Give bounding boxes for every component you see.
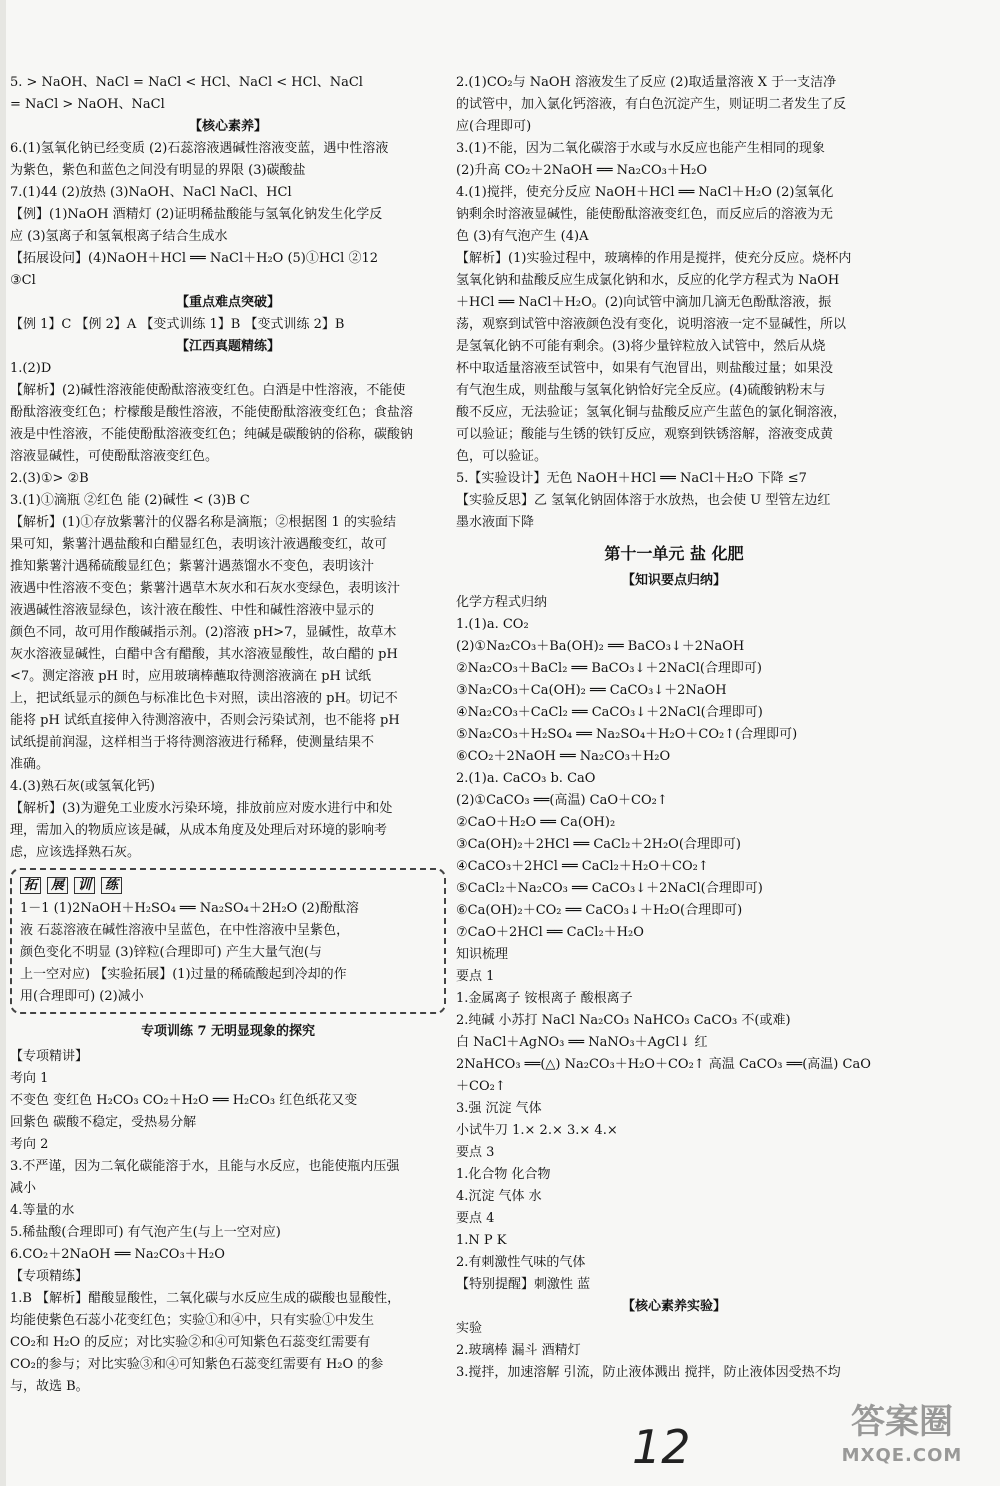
text-line: 【专项精练】 [10, 1269, 89, 1284]
section-heading: 【核心素养】 [188, 119, 267, 134]
text-line: 2.玻璃棒 漏斗 酒精灯 [456, 1343, 581, 1358]
text-line: ⑥CO₂＋2NaOH ══ Na₂CO₃＋H₂O [456, 749, 671, 764]
text-line: 3.不严谨，因为二氧化碳能溶于水，且能与水反应，也能使瓶内压强 [10, 1159, 400, 1174]
text-line: 【实验反思】乙 氢氧化钠固体溶于水放热，也会使 U 型管左边红 [456, 493, 831, 508]
text-line: 酸不反应，无法验证；氢氧化铜与盐酸反应产生蓝色的氯化铜溶液， [456, 405, 847, 420]
text-line: 不变色 变红色 H₂CO₃ CO₂＋H₂O ══ H₂CO₃ 红色纸花又变 [10, 1093, 358, 1108]
text-line: 的试管中，加入氯化钙溶液，有白色沉淀产生，则证明二者发生了反 [456, 97, 847, 112]
unit-title: 第十一单元 盐 化肥 [604, 544, 744, 563]
text-line: 虑，应该选择熟石灰。 [10, 845, 141, 860]
text-line: 3.(1)①滴瓶 ②红色 能 (2)碱性 < (3)B C [10, 493, 250, 508]
text-line: 【专项精讲】 [10, 1049, 89, 1064]
text-line: 【特别提醒】刺激性 蓝 [456, 1277, 591, 1292]
extension-line: 液 石蕊溶液在碱性溶液中呈蓝色，在中性溶液中呈紫色， [20, 923, 350, 938]
extension-line: 1－1 (1)2NaOH＋H₂SO₄ ══ Na₂SO₄＋2H₂O (2)酚酞溶 [20, 901, 359, 916]
page-number: 12 [632, 1420, 691, 1474]
text-line: 实验 [456, 1321, 483, 1336]
text-line: 荡，观察到试管中溶液颜色没有变化，说明溶液一定不显碱性，所以 [456, 317, 847, 332]
text-line: 白 NaCl＋AgNO₃ ══ NaNO₃＋AgCl↓ 红 [456, 1035, 708, 1050]
text-line: 杯中取适量溶液至试管中，如果有气泡冒出，则盐酸过量；如果没 [456, 361, 834, 376]
text-line: 3.搅拌，加速溶解 引流，防止液体溅出 搅拌，防止液体因受热不均 [456, 1365, 841, 1380]
watermark-url: MXQE.COM [841, 1445, 963, 1466]
text-line: 氢氧化钠和盐酸反应生成氯化钠和水，反应的化学方程式为 NaOH [456, 273, 840, 288]
text-line: 【解析】(1)①存放紫薯汁的仪器名称是滴瓶；②根据图 1 的实验结 [10, 515, 396, 530]
text-line: ＋CO₂↑ [456, 1079, 506, 1094]
text-line: 应(合理即可) [456, 119, 532, 134]
extension-line: 用(合理即可) (2)减小 [20, 989, 144, 1004]
text-line: 2.有刺激性气味的气体 [456, 1255, 586, 1270]
text-line: 与，故选 B。 [10, 1379, 89, 1394]
extension-title-char: 训 [74, 877, 95, 894]
text-line: 溶液显碱性，可使酚酞溶液变红色。 [10, 449, 219, 464]
extension-title [20, 874, 436, 898]
text-line: 酚酞溶液变红色；柠檬酸是酸性溶液，不能使酚酞溶液变红色；食盐溶 [10, 405, 414, 420]
text-line: 为紫色，紫色和蓝色之间没有明显的界限 (3)碳酸盐 [10, 163, 306, 178]
extension-box [10, 868, 446, 1014]
text-line: 2.(3)①> ②B [10, 471, 89, 486]
text-line: 1.(1)a. CO₂ [456, 617, 529, 632]
text-line: 要点 4 [456, 1211, 495, 1226]
text-line: 5.【实验设计】无色 NaOH＋HCl ══ NaCl＋H₂O 下降 ≤7 [456, 471, 807, 486]
text-line: 化学方程式归纳 [456, 595, 548, 610]
text-line: 2.(1)a. CaCO₃ b. CaO [456, 771, 596, 786]
extension-title-char: 练 [101, 877, 122, 894]
text-line: 减小 [10, 1181, 37, 1196]
text-line: 墨水液面下降 [456, 515, 535, 530]
text-line: 1.B 【解析】醋酸显酸性，二氧化碳与水反应生成的碳酸也显酸性， [10, 1291, 401, 1306]
extension-line: 颜色变化不明显 (3)锌粒(合理即可) 产生大量气泡(与 [20, 945, 322, 960]
text-line: CO₂和 H₂O 的反应；对比实验②和④可知紫色石蕊变红需要有 [10, 1335, 371, 1350]
text-line: 是氢氧化钠不可能有剩余。(3)将少量锌粒放入试管中，然后从烧 [456, 339, 826, 354]
text-line: 灰水溶液显碱性，白醋中含有醋酸，其水溶液显酸性，故白醋的 pH [10, 647, 398, 662]
text-line: 3.(1)不能，因为二氧化碳溶于水或与水反应也能产生相同的现象 [456, 141, 825, 156]
text-line: 7.(1)44 (2)放热 (3)NaOH、NaCl NaCl、HCl [10, 185, 292, 200]
right-column [456, 72, 892, 1384]
text-line: 可以验证；酸能与生锈的铁钉反应，观察到铁锈溶解，溶液变成黄 [456, 427, 834, 442]
section-heading: 【重点难点突破】 [175, 295, 280, 310]
text-line: ④CaCO₃＋2HCl ══ CaCl₂＋H₂O＋CO₂↑ [456, 859, 709, 874]
text-line: 均能使紫色石蕊小花变红色；实验①和④中，只有实验①中发生 [10, 1313, 375, 1328]
extension-title-char: 拓 [20, 877, 41, 894]
text-line: 6.(1)氢氧化钠已经变质 (2)石蕊溶液遇碱性溶液变蓝，遇中性溶液 [10, 141, 389, 156]
text-line: 【解析】(1)实验过程中，玻璃棒的作用是搅拌，使充分反应。烧杯内 [456, 251, 852, 266]
text-line: 6.CO₂＋2NaOH ══ Na₂CO₃＋H₂O [10, 1247, 225, 1262]
text-line: (2)升高 CO₂＋2NaOH ══ Na₂CO₃＋H₂O [456, 163, 708, 178]
text-line: 【例 1】C 【例 2】A 【变式训练 1】B 【变式训练 2】B [10, 317, 345, 332]
text-line: 3.强 沉淀 气体 [456, 1101, 542, 1116]
text-line: ②Na₂CO₃＋BaCl₂ ══ BaCO₃↓＋2NaCl(合理即可) [456, 661, 763, 676]
text-line: 要点 3 [456, 1145, 495, 1160]
text-line: ⑤Na₂CO₃＋H₂SO₄ ══ Na₂SO₄＋H₂O＋CO₂↑(合理即可) [456, 727, 798, 742]
text-line: 颜色不同，故可用作酸碱指示剂。(2)溶液 pH>7，显碱性，故草木 [10, 625, 397, 640]
text-line: 回紫色 碳酸不稳定，受热易分解 [10, 1115, 197, 1130]
text-line: 试纸提前润湿，这样相当于将待测溶液进行稀释，使测量结果不 [10, 735, 375, 750]
section-heading: 【知识要点归纳】 [621, 573, 726, 588]
text-line: 色，可以验证。 [456, 449, 548, 464]
text-line: 液是中性溶液，不能使酚酞溶液变红色；纯碱是碳酸钠的俗称，碳酸钠 [10, 427, 414, 442]
watermark-title: 答案圈 [851, 1402, 953, 1442]
text-line: 知识梳理 [456, 947, 509, 962]
text-line: (2)①Na₂CO₃＋Ba(OH)₂ ══ BaCO₃↓＋2NaOH [456, 639, 745, 654]
text-line: 考向 2 [10, 1137, 49, 1152]
left-column [10, 72, 446, 1398]
text-line: 考向 1 [10, 1071, 49, 1086]
text-line: = NaCl > NaOH、NaCl [10, 97, 165, 112]
page-edge [0, 0, 6, 1486]
text-line: 小试牛刀 1.× 2.× 3.× 4.× [456, 1123, 618, 1138]
text-line: 4.等量的水 [10, 1203, 75, 1218]
text-line: 应 (3)氢离子和氢氧根离子结合生成水 [10, 229, 228, 244]
text-line: 2NaHCO₃ ══(△) Na₂CO₃＋H₂O＋CO₂↑ 高温 CaCO₃ ══(高温) CaO [456, 1057, 871, 1072]
text-line: 钠剩余时溶液显碱性，能使酚酞溶液变红色，而反应后的溶液为无 [456, 207, 834, 222]
text-line: 1.金属离子 铵根离子 酸根离子 [456, 991, 633, 1006]
text-line: 【例】(1)NaOH 酒精灯 (2)证明稀盐酸能与氢氧化钠发生化学反 [10, 207, 383, 222]
text-line: ⑦CaO＋2HCl ══ CaCl₂＋H₂O [456, 925, 644, 940]
text-line: 要点 1 [456, 969, 495, 984]
text-line: 液遇中性溶液不变色；紫薯汁遇草木灰水和石灰水变绿色，表明该汁 [10, 581, 401, 596]
text-line: 2.纯碱 小苏打 NaCl Na₂CO₃ NaHCO₃ CaCO₃ 不(或难) [456, 1013, 791, 1028]
text-line: 准确。 [10, 757, 50, 772]
text-line: 理，需加入的物质应该是碱，从成本角度及处理后对环境的影响考 [10, 823, 388, 838]
text-line: 能将 pH 试纸直接伸入待测溶液中，否则会污染试剂，也不能将 pH [10, 713, 400, 728]
text-line: 【拓展设问】(4)NaOH＋HCl ══ NaCl＋H₂O (5)①HCl ②12 [10, 251, 378, 266]
text-line: <7。测定溶液 pH 时，应用玻璃棒蘸取待测溶液滴在 pH 试纸 [10, 669, 372, 684]
text-line: 1.(2)D [10, 361, 52, 376]
text-line: 【解析】(2)碱性溶液能使酚酞溶液变红色。白酒是中性溶液，不能使 [10, 383, 406, 398]
text-line: 5.稀盐酸(合理即可) 有气泡产生(与上一空对应) [10, 1225, 281, 1240]
text-line: 液遇碱性溶液显绿色，该汁液在酸性、中性和碱性溶液中显示的 [10, 603, 375, 618]
text-line: ④Na₂CO₃＋CaCl₂ ══ CaCO₃↓＋2NaCl(合理即可) [456, 705, 763, 720]
text-line: ③Cl [10, 273, 36, 288]
text-line: 果可知，紫薯汁遇盐酸和白醋显红色，表明该汁液遇酸变红，故可 [10, 537, 388, 552]
text-line: ⑤CaCl₂＋Na₂CO₃ ══ CaCO₃↓＋2NaCl(合理即可) [456, 881, 763, 896]
text-line: 2.(1)CO₂与 NaOH 溶液发生了反应 (2)取适量溶液 X 于一支洁净 [456, 75, 837, 90]
subsection-title: 专项训练 7 无明显现象的探究 [140, 1024, 316, 1039]
text-line: 【解析】(3)为避免工业废水污染环境，排放前应对废水进行中和处 [10, 801, 393, 816]
text-line: ③Na₂CO₃＋Ca(OH)₂ ══ CaCO₃↓＋2NaOH [456, 683, 727, 698]
extension-line: 上一空对应) 【实验拓展】(1)过量的稀硫酸起到冷却的作 [20, 967, 347, 982]
text-line: (2)①CaCO₃ ══(高温) CaO＋CO₂↑ [456, 793, 668, 808]
text-line: ⑥Ca(OH)₂＋CO₂ ══ CaCO₃↓＋H₂O(合理即可) [456, 903, 743, 918]
text-line: 1.N P K [456, 1233, 507, 1248]
text-line: 有气泡生成，则盐酸与氢氧化钠恰好完全反应。(4)硫酸钠粉末与 [456, 383, 826, 398]
section-heading: 【江西真题精练】 [175, 339, 280, 354]
text-line: ③Ca(OH)₂＋2HCl ══ CaCl₂＋2H₂O(合理即可) [456, 837, 741, 852]
text-line: 4.(1)搅拌，使充分反应 NaOH＋HCl ══ NaCl＋H₂O (2)氢氧化 [456, 185, 834, 200]
text-line: 4.沉淀 气体 水 [456, 1189, 542, 1204]
watermark-logo [808, 1400, 996, 1480]
text-line: 色 (3)有气泡产生 (4)A [456, 229, 589, 244]
text-line: ＋HCl ══ NaCl＋H₂O。(2)向试管中滴加几滴无色酚酞溶液，振 [456, 295, 832, 310]
text-line: ②CaO＋H₂O ══ Ca(OH)₂ [456, 815, 616, 830]
text-line: 上，把试纸显示的颜色与标准比色卡对照，读出溶液的 pH。切记不 [10, 691, 398, 706]
text-line: 5. > NaOH、NaCl = NaCl < HCl、NaCl < HCl、NaCl [10, 75, 363, 90]
text-line: 4.(3)熟石灰(或氢氧化钙) [10, 779, 155, 794]
text-line: 1.化合物 化合物 [456, 1167, 551, 1182]
extension-title-char: 展 [47, 877, 68, 894]
section-heading: 【核心素养实验】 [621, 1299, 726, 1314]
text-line: CO₂的参与；对比实验③和④可知紫色石蕊变红需要有 H₂O 的参 [10, 1357, 384, 1372]
text-line: 推知紫薯汁遇稀硫酸显红色；紫薯汁遇蒸馏水不变色，表明该汁 [10, 559, 375, 574]
